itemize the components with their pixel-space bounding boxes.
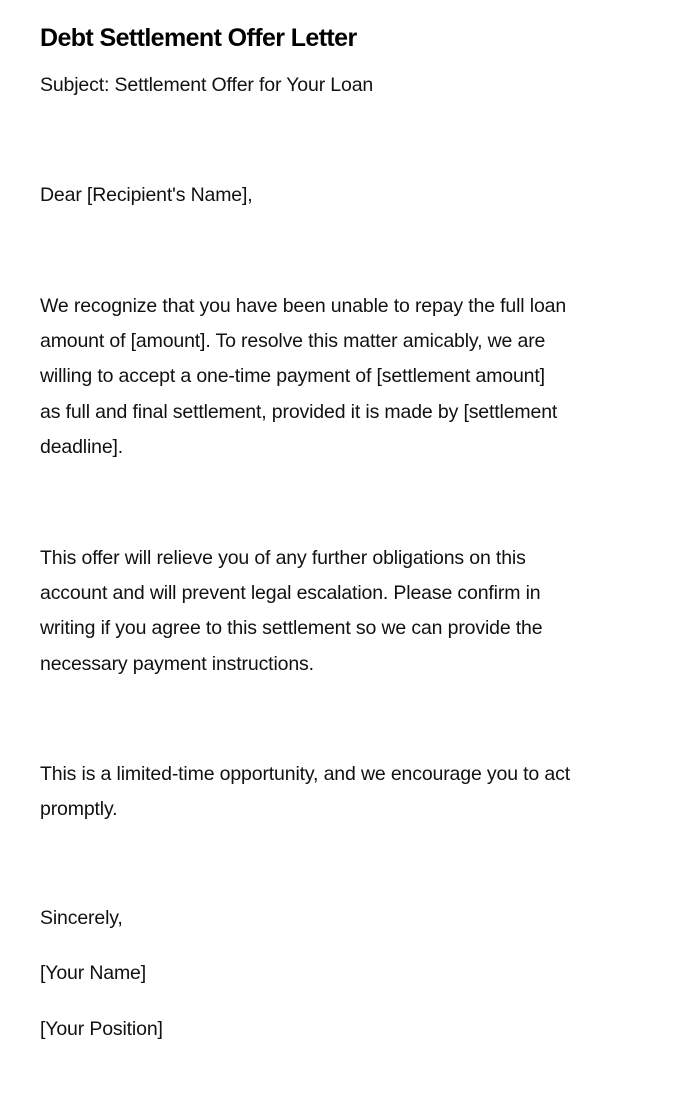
body-paragraph-3 [40, 757, 650, 827]
subject-line: Subject: Settlement Offer for Your Loan [40, 74, 374, 96]
paragraph-line: deadline]. [40, 435, 124, 458]
paragraph-line: necessary payment instructions. [40, 652, 314, 675]
body-paragraph-1 [40, 289, 650, 465]
signature-name: [Your Name] [40, 962, 147, 984]
paragraph-line: This is a limited-time opportunity, and we encourage you to act [40, 763, 570, 785]
paragraph-line: as full and final settlement, provided it is made by [settlement [40, 400, 558, 423]
closing: Sincerely, [40, 907, 123, 929]
signature-position: [Your Position] [40, 1018, 163, 1040]
paragraph-line: We recognize that you have been unable to repay the full loan [40, 295, 567, 317]
body-paragraph-2 [40, 541, 650, 682]
salutation: Dear [Recipient's Name], [40, 184, 253, 206]
document-title: Debt Settlement Offer Letter [40, 24, 357, 52]
paragraph-line: amount of [amount]. To resolve this matter amicably, we are [40, 330, 546, 353]
paragraph-line: This offer will relieve you of any further obligations on this [40, 547, 526, 569]
paragraph-line: willing to accept a one-time payment of [settlement amount] [40, 365, 545, 388]
paragraph-line: promptly. [40, 798, 118, 821]
paragraph-line: writing if you agree to this settlement so we can provide the [40, 617, 543, 640]
paragraph-line: account and will prevent legal escalation. Please confirm in [40, 582, 541, 605]
